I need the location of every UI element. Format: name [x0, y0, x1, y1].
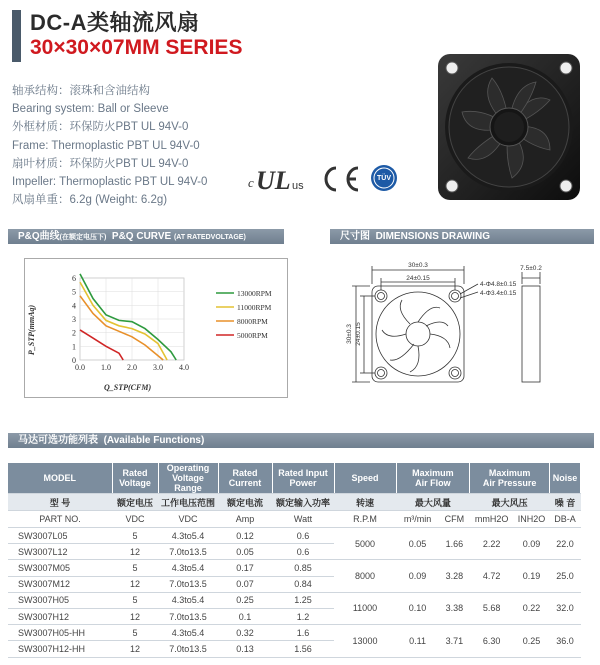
group-value-cell: 8000: [334, 560, 396, 592]
group-value-cell: 25.0: [550, 560, 581, 592]
th-rated-voltage: Rated Voltage: [112, 463, 158, 494]
group-value-cell: 0.05: [396, 528, 439, 560]
model-cell: SW3007M05: [8, 560, 112, 576]
value-cell: 12: [112, 544, 158, 560]
title-accent-bar: [12, 10, 21, 62]
dim-hole-b: 4-Φ3.4±0.15: [480, 290, 517, 297]
dim-outer-width: 30±0.3: [408, 262, 428, 269]
x-tick-label: 4.0: [179, 363, 189, 372]
svg-text:c: c: [248, 175, 254, 190]
value-cell: 1.25: [272, 592, 334, 608]
page-title: DC-A类轴流风扇: [30, 10, 200, 35]
value-cell: 1.2: [272, 608, 334, 624]
th-operating-voltage: Operating Voltage Range: [158, 463, 218, 494]
model-cell: SW3007H05: [8, 592, 112, 608]
ce-mark-icon: [326, 168, 358, 190]
th-air-flow: Maximum Air Flow: [396, 463, 470, 494]
table-row: [8, 528, 581, 544]
value-cell: 1.6: [272, 625, 334, 641]
y-tick-label: 3: [72, 315, 76, 324]
svg-text:UL: UL: [256, 166, 291, 195]
spec-line: 扇叶材质：环保防火PBT UL 94V-0: [12, 157, 189, 170]
value-cell: 0.07: [218, 576, 272, 592]
group-value-cell: 0.10: [396, 592, 439, 624]
x-tick-label: 2.0: [127, 363, 137, 372]
spec-line: 轴承结构：滚珠和含油结构: [12, 85, 150, 97]
table-header-row: [8, 463, 581, 494]
x-tick-label: 3.0: [153, 363, 163, 372]
group-value-cell: 5.68: [470, 592, 514, 624]
group-value-cell: 0.22: [514, 592, 550, 624]
group-value-cell: 3.71: [439, 625, 470, 657]
value-cell: 7.0to13.5: [158, 608, 218, 624]
model-cell: SW3007H05-HH: [8, 625, 112, 641]
value-cell: 7.0to13.5: [158, 641, 218, 657]
dim-side-outer: 30±0.3: [346, 324, 353, 344]
th-noise: Noise: [550, 463, 581, 494]
group-value-cell: 0.25: [514, 625, 550, 657]
group-value-cell: 0.19: [514, 560, 550, 592]
svg-text:us: us: [292, 180, 304, 192]
y-tick-label: 5: [72, 287, 76, 297]
model-cell: SW3007L12: [8, 544, 112, 560]
legend-label: 11000RPM: [237, 303, 272, 312]
certification-logos: [244, 160, 404, 196]
value-cell: 0.17: [218, 560, 272, 576]
dim-hole-a: 4-Φ4.8±0.15: [480, 281, 517, 288]
spec-line: Bearing system: Ball or Sleeve: [12, 103, 169, 116]
group-value-cell: 0.09: [396, 560, 439, 592]
y-tick-label: 0: [72, 356, 76, 365]
y-tick-label: 1: [72, 342, 76, 352]
spec-list: [12, 82, 207, 209]
spec-line: Frame: Thermoplastic PBT UL 94V-0: [12, 139, 200, 152]
value-cell: 0.85: [272, 560, 334, 576]
group-value-cell: 2.22: [470, 528, 514, 560]
x-tick-label: 0.0: [75, 363, 85, 372]
th-rated-power: Rated Input Power: [272, 463, 334, 494]
value-cell: 5: [112, 528, 158, 544]
spec-line: 外框材质：环保防火PBT UL 94V-0: [12, 121, 189, 134]
dimensions-drawing: [330, 256, 600, 396]
legend-label: 13000RPM: [237, 289, 272, 298]
value-cell: 0.05: [218, 544, 272, 560]
th-air-pressure: Maximum Air Pressure: [470, 463, 550, 494]
group-value-cell: 13000: [334, 625, 396, 657]
table-body: [8, 528, 581, 658]
fan-product-image: [432, 50, 586, 204]
value-cell: 5: [112, 625, 158, 641]
legend-label: 5000RPM: [237, 331, 268, 340]
group-value-cell: 3.28: [439, 560, 470, 592]
table-cn-row: 型 号 额定电压 工作电压范围 额定电流 额定输入功率 转速 最大风量 最大风压 噪 音: [8, 494, 581, 511]
spec-table: [8, 463, 581, 658]
dimensions-header: 尺寸图 DIMENSIONS DRAWING: [330, 229, 594, 244]
th-speed: Speed: [334, 463, 396, 494]
th-rated-current: Rated Current: [218, 463, 272, 494]
value-cell: 4.3to5.4: [158, 625, 218, 641]
value-cell: 0.6: [272, 528, 334, 544]
group-value-cell: 11000: [334, 592, 396, 624]
value-cell: 0.32: [218, 625, 272, 641]
value-cell: 0.84: [272, 576, 334, 592]
table-unit-row: PART NO. VDC VDC Amp Watt R.P.M m³/min CFM mmH2O INH2O DB-A: [8, 511, 581, 528]
model-cell: SW3007H12: [8, 608, 112, 624]
value-cell: 0.6: [272, 544, 334, 560]
pq-curve-header: P&Q曲线(在额定电压下) P&Q CURVE (AT RATEDVOLTAGE): [8, 229, 284, 244]
tuv-mark-icon: [371, 165, 397, 191]
spec-line: Impeller: Thermoplastic PBT UL 94V-0: [12, 176, 208, 189]
group-value-cell: 5000: [334, 528, 396, 560]
table-row: [8, 625, 581, 641]
group-value-cell: 3.38: [439, 592, 470, 624]
value-cell: 0.25: [218, 592, 272, 608]
value-cell: 4.3to5.4: [158, 592, 218, 608]
group-value-cell: 1.66: [439, 528, 470, 560]
y-tick-label: 6: [72, 274, 76, 283]
group-value-cell: 6.30: [470, 625, 514, 657]
value-cell: 0.13: [218, 641, 272, 657]
value-cell: 12: [112, 608, 158, 624]
group-value-cell: 0.11: [396, 625, 439, 657]
dim-inner-width: 24±0.15: [406, 275, 430, 282]
ul-mark-icon: [248, 166, 304, 195]
y-tick-label: 4: [72, 301, 76, 311]
series-title: 30×30×07MM SERIES: [30, 36, 243, 59]
functions-header: 马达可选功能列表 (Available Functions): [8, 433, 594, 448]
model-cell: SW3007H12-HH: [8, 641, 112, 657]
value-cell: 5: [112, 560, 158, 576]
y-tick-label: 2: [72, 328, 76, 338]
value-cell: 1.56: [272, 641, 334, 657]
group-value-cell: 32.0: [550, 592, 581, 624]
x-axis-label: Q_STP(CFM): [104, 383, 152, 392]
dim-side-inner: 24±0.15: [355, 322, 362, 346]
spec-line: 风扇单重：6.2g (Weight: 6.2g): [12, 194, 168, 207]
value-cell: 12: [112, 576, 158, 592]
value-cell: 7.0to13.5: [158, 544, 218, 560]
value-cell: 0.1: [218, 608, 272, 624]
pq-curve-chart: [24, 258, 288, 398]
group-value-cell: 0.09: [514, 528, 550, 560]
group-value-cell: 36.0: [550, 625, 581, 657]
value-cell: 5: [112, 592, 158, 608]
table-row: [8, 560, 581, 576]
group-value-cell: 4.72: [470, 560, 514, 592]
model-cell: SW3007L05: [8, 528, 112, 544]
dim-depth: 7.5±0.2: [520, 265, 542, 272]
y-axis-label: P_STP(mmAq): [27, 304, 36, 356]
x-tick-label: 1.0: [101, 363, 111, 372]
th-model: MODEL: [8, 463, 112, 494]
model-cell: SW3007M12: [8, 576, 112, 592]
value-cell: 0.12: [218, 528, 272, 544]
legend-label: 8000RPM: [237, 317, 268, 326]
value-cell: 7.0to13.5: [158, 576, 218, 592]
table-row: [8, 592, 581, 608]
value-cell: 4.3to5.4: [158, 528, 218, 544]
value-cell: 4.3to5.4: [158, 560, 218, 576]
value-cell: 12: [112, 641, 158, 657]
svg-text:TÜV: TÜV: [377, 175, 391, 182]
group-value-cell: 22.0: [550, 528, 581, 560]
